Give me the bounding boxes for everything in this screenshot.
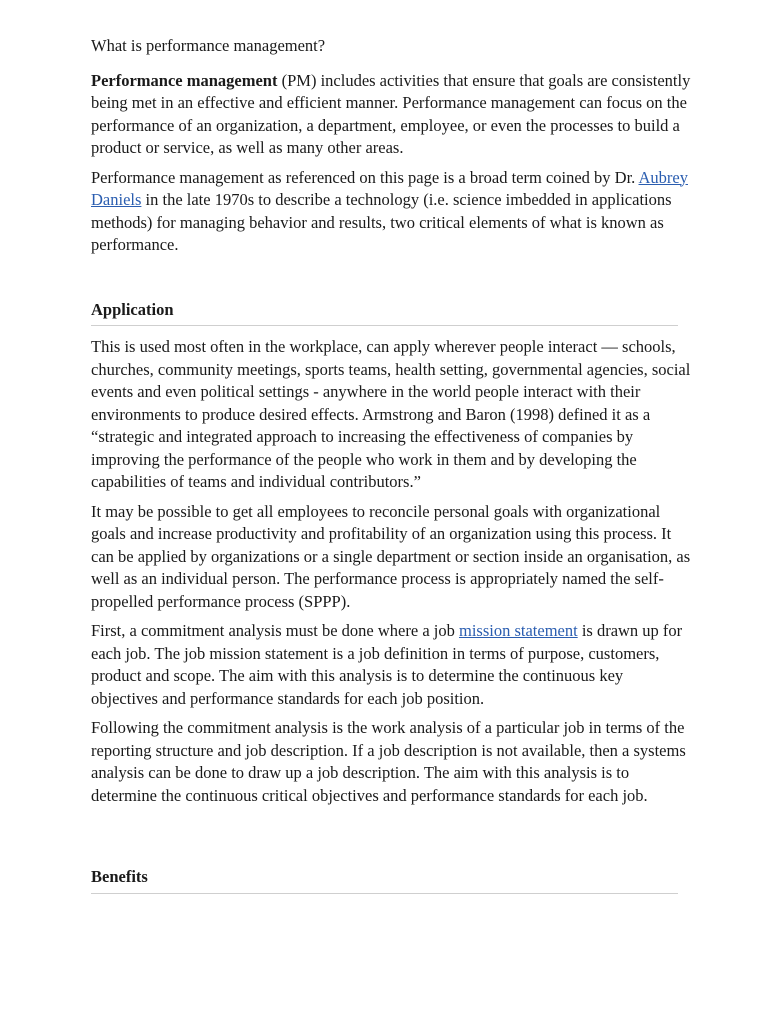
application-paragraph-2: It may be possible to get all employees to reconcile personal goals with organizational goals and increase productivity and profitability of an organization using this process. It can be applied by organizations or a single department or section inside an organisation, as well as an individual person. The performance process is appropriately named the self-propelled performance process (SPPP). — [91, 501, 691, 611]
intro-paragraph-1 — [91, 70, 691, 160]
intro-paragraph-2 — [91, 167, 691, 257]
intro-paragraph-1-text: (PM) includes activities that ensure that goals are consistently being met in an effective and efficient manner. Performance management can focus on the performance of an organization, a department, employee, or even the processes to build a product or service, as well as many other areas. — [91, 70, 691, 157]
aubrey-daniels-link[interactable]: Aubrey Daniels — [91, 167, 688, 209]
mission-statement-link[interactable]: mission statement — [458, 621, 578, 640]
document-content — [91, 35, 691, 894]
page-question-title: What is performance management? — [91, 36, 326, 55]
intro-paragraph-2-end: in the late 1970s to describe a technology (i.e. science imbedded in applications methods) for managing behavior and results, two critical elements of what is known as performance. — [91, 190, 672, 254]
application-paragraph-4: Following the commitment analysis is the work analysis of a particular job in terms of the reporting structure and job description. If a job description is not available, then a systems analysis can be done to draw up a job description. The aim with this analysis is to determine the continuous critical objectives and performance standards for each job. — [91, 718, 686, 805]
section-heading-benefits: Benefits — [91, 866, 678, 894]
intro-paragraph-2-start: Performance management as referenced on this page is a broad term coined by Dr. — [91, 167, 639, 187]
application-paragraph-3-start: First, a commitment analysis must be done where a job — [91, 621, 459, 640]
application-paragraph-3-end: is drawn up for each job. The job mission statement is a job definition in terms of purpose, customers, product and scope. The aim with this analysis is to determine the continuous key objectives and performance standards for each job position. — [91, 621, 683, 708]
application-paragraph-1: This is used most often in the workplace, can apply wherever people interact — schools, churches, community meetings, sports teams, health setting, governmental agencies, social events and even political settings - anywhere in the world people interact with their environments to produce desired effects. Armstrong and Baron (1998) defined it as a “strategic and integrated approach to increasing the effectiveness of companies by improving the performance of the people who work in them and by developing the capabilities of teams and individual contributors.” — [91, 337, 691, 491]
section-heading-application: Application — [91, 299, 678, 327]
pm-term: Performance management — [91, 70, 278, 90]
application-paragraph-3 — [91, 620, 691, 710]
